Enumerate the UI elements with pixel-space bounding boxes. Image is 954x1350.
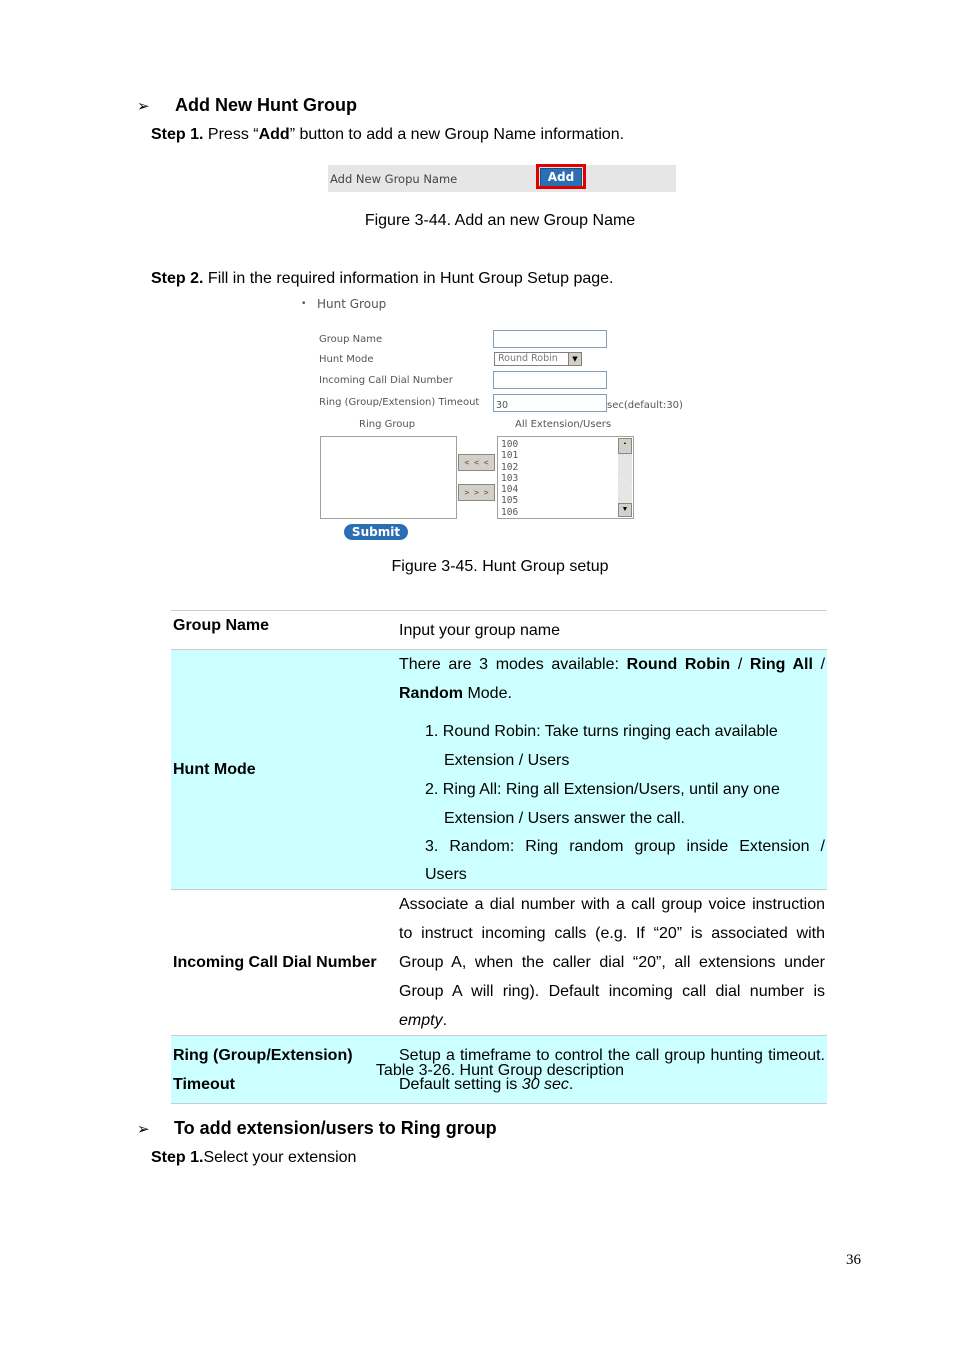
hunt-mode-label: Hunt Mode — [319, 354, 374, 365]
list-item: 3. Random: Ring random group inside Extension / Users — [425, 838, 825, 883]
row-value — [397, 650, 827, 890]
row-value: Input your group name — [397, 611, 827, 650]
ring-group-list[interactable] — [320, 436, 457, 519]
step1-pre: Press “ — [203, 126, 259, 143]
extension-option[interactable]: 106 — [501, 506, 519, 518]
intro-post: Mode. — [463, 685, 512, 702]
section2-step1 — [151, 1149, 356, 1167]
row-key: Ring (Group/Extension) Timeout — [171, 1036, 397, 1104]
move-right-button[interactable]: > > > — [458, 484, 495, 501]
group-name-label: Group Name — [319, 334, 383, 345]
row-key: Hunt Mode — [171, 650, 397, 890]
figure-44-caption: Figure 3-44. Add an new Group Name — [364, 212, 636, 229]
arrow-bullet-icon: ➢ — [137, 98, 150, 115]
table-row — [171, 611, 827, 650]
ring-timeout-label: Ring (Group/Extension) Timeout — [319, 397, 480, 408]
intro-ring-all: Ring All — [749, 656, 813, 673]
step1-text — [151, 126, 624, 144]
hunt-mode-intro — [399, 650, 825, 708]
extension-option[interactable]: 105 — [501, 495, 519, 507]
timeout-desc-em: 30 sec — [521, 1075, 569, 1093]
intro-random: Random — [399, 685, 463, 702]
list-item: Extension / Users answer the call. — [444, 810, 685, 827]
all-extensions-list[interactable] — [497, 436, 634, 519]
arrow-bullet-icon: ➢ — [137, 1121, 150, 1138]
section2-step-text: Select your extension — [203, 1149, 357, 1166]
step1-post: ” button to add a new Group Name information. — [289, 126, 625, 143]
bullet-icon: • — [302, 298, 306, 309]
group-name-input[interactable] — [493, 330, 607, 348]
extension-option[interactable]: 104 — [501, 484, 519, 496]
add-group-bar — [328, 165, 676, 192]
incoming-desc-post: . — [442, 1012, 448, 1029]
extension-option[interactable]: 102 — [501, 461, 519, 473]
incoming-desc: Associate a dial number with a call group voice instruction to instruct incoming calls (e.g. If “20” is associated with Group A, when the caller dial “20”, all extensions under Group A will ring). Default incoming call dial number is — [399, 896, 825, 1000]
scrollbar[interactable] — [618, 438, 632, 517]
ring-timeout-value: 30 — [496, 400, 509, 411]
section-title-add-hunt-group: Add New Hunt Group — [175, 95, 357, 115]
table-row — [171, 890, 827, 1036]
list-item: 1. Round Robin: Take turns ringing each available — [425, 723, 778, 740]
extension-option[interactable]: 101 — [501, 450, 519, 462]
extension-option[interactable]: 103 — [501, 472, 519, 484]
timeout-suffix: sec(default:30) — [607, 400, 683, 411]
intro-round-robin: Round Robin — [626, 656, 731, 673]
list-item: 2. Ring All: Ring all Extension/Users, until any one — [425, 781, 780, 798]
section2-step-label: Step 1. — [151, 1149, 204, 1166]
highlight-box — [536, 164, 586, 189]
page-number: 36 — [846, 1252, 861, 1268]
incoming-desc-em: empty — [399, 1012, 443, 1029]
hunt-group-description-table — [171, 610, 827, 1104]
step2-text — [151, 270, 613, 288]
list-item: Extension / Users — [444, 752, 570, 769]
intro-pre: There are 3 modes available: — [399, 656, 627, 673]
extension-options — [501, 439, 518, 518]
extension-option[interactable]: 100 — [501, 439, 519, 450]
ring-group-header: Ring Group — [359, 419, 416, 430]
scroll-thumb[interactable] — [618, 444, 632, 454]
hunt-mode-value: Round Robin — [498, 353, 558, 364]
timeout-desc-post: . — [568, 1075, 574, 1093]
step2-label: Step 2. — [151, 270, 204, 287]
all-extension-header: All Extension/Users — [515, 419, 612, 430]
step1-label: Step 1. — [151, 126, 204, 143]
ring-timeout-input[interactable] — [493, 394, 607, 412]
incoming-label: Incoming Call Dial Number — [319, 375, 453, 386]
incoming-dial-input[interactable] — [493, 371, 607, 389]
intro-sep2: / — [812, 656, 826, 673]
step2-body: Fill in the required information in Hunt Group Setup page. — [203, 270, 614, 287]
hunt-group-title: Hunt Group — [317, 297, 387, 311]
figure-45-caption: Figure 3-45. Hunt Group setup — [391, 558, 609, 575]
intro-sep1: / — [730, 656, 750, 673]
row-key: Group Name — [171, 611, 397, 650]
move-left-button[interactable]: < < < — [458, 454, 495, 471]
table-caption: Table 3-26. Hunt Group description — [375, 1062, 625, 1079]
hunt-mode-select[interactable] — [494, 352, 582, 366]
row-value — [397, 890, 827, 1036]
add-button[interactable]: Add — [540, 168, 582, 187]
add-group-label: Add New Gropu Name — [330, 172, 458, 186]
scroll-down-icon[interactable]: ▼ — [618, 503, 632, 517]
chevron-down-icon[interactable]: ▼ — [568, 353, 581, 365]
submit-button[interactable]: Submit — [344, 524, 408, 540]
table-row — [171, 650, 827, 890]
section-title-add-extension: To add extension/users to Ring group — [174, 1118, 497, 1138]
row-key: Incoming Call Dial Number — [171, 890, 397, 1036]
step1-bold: Add — [258, 126, 290, 143]
timeout-desc: Setup a timeframe to control the call group hunting timeout. Default setting is — [399, 1046, 825, 1093]
